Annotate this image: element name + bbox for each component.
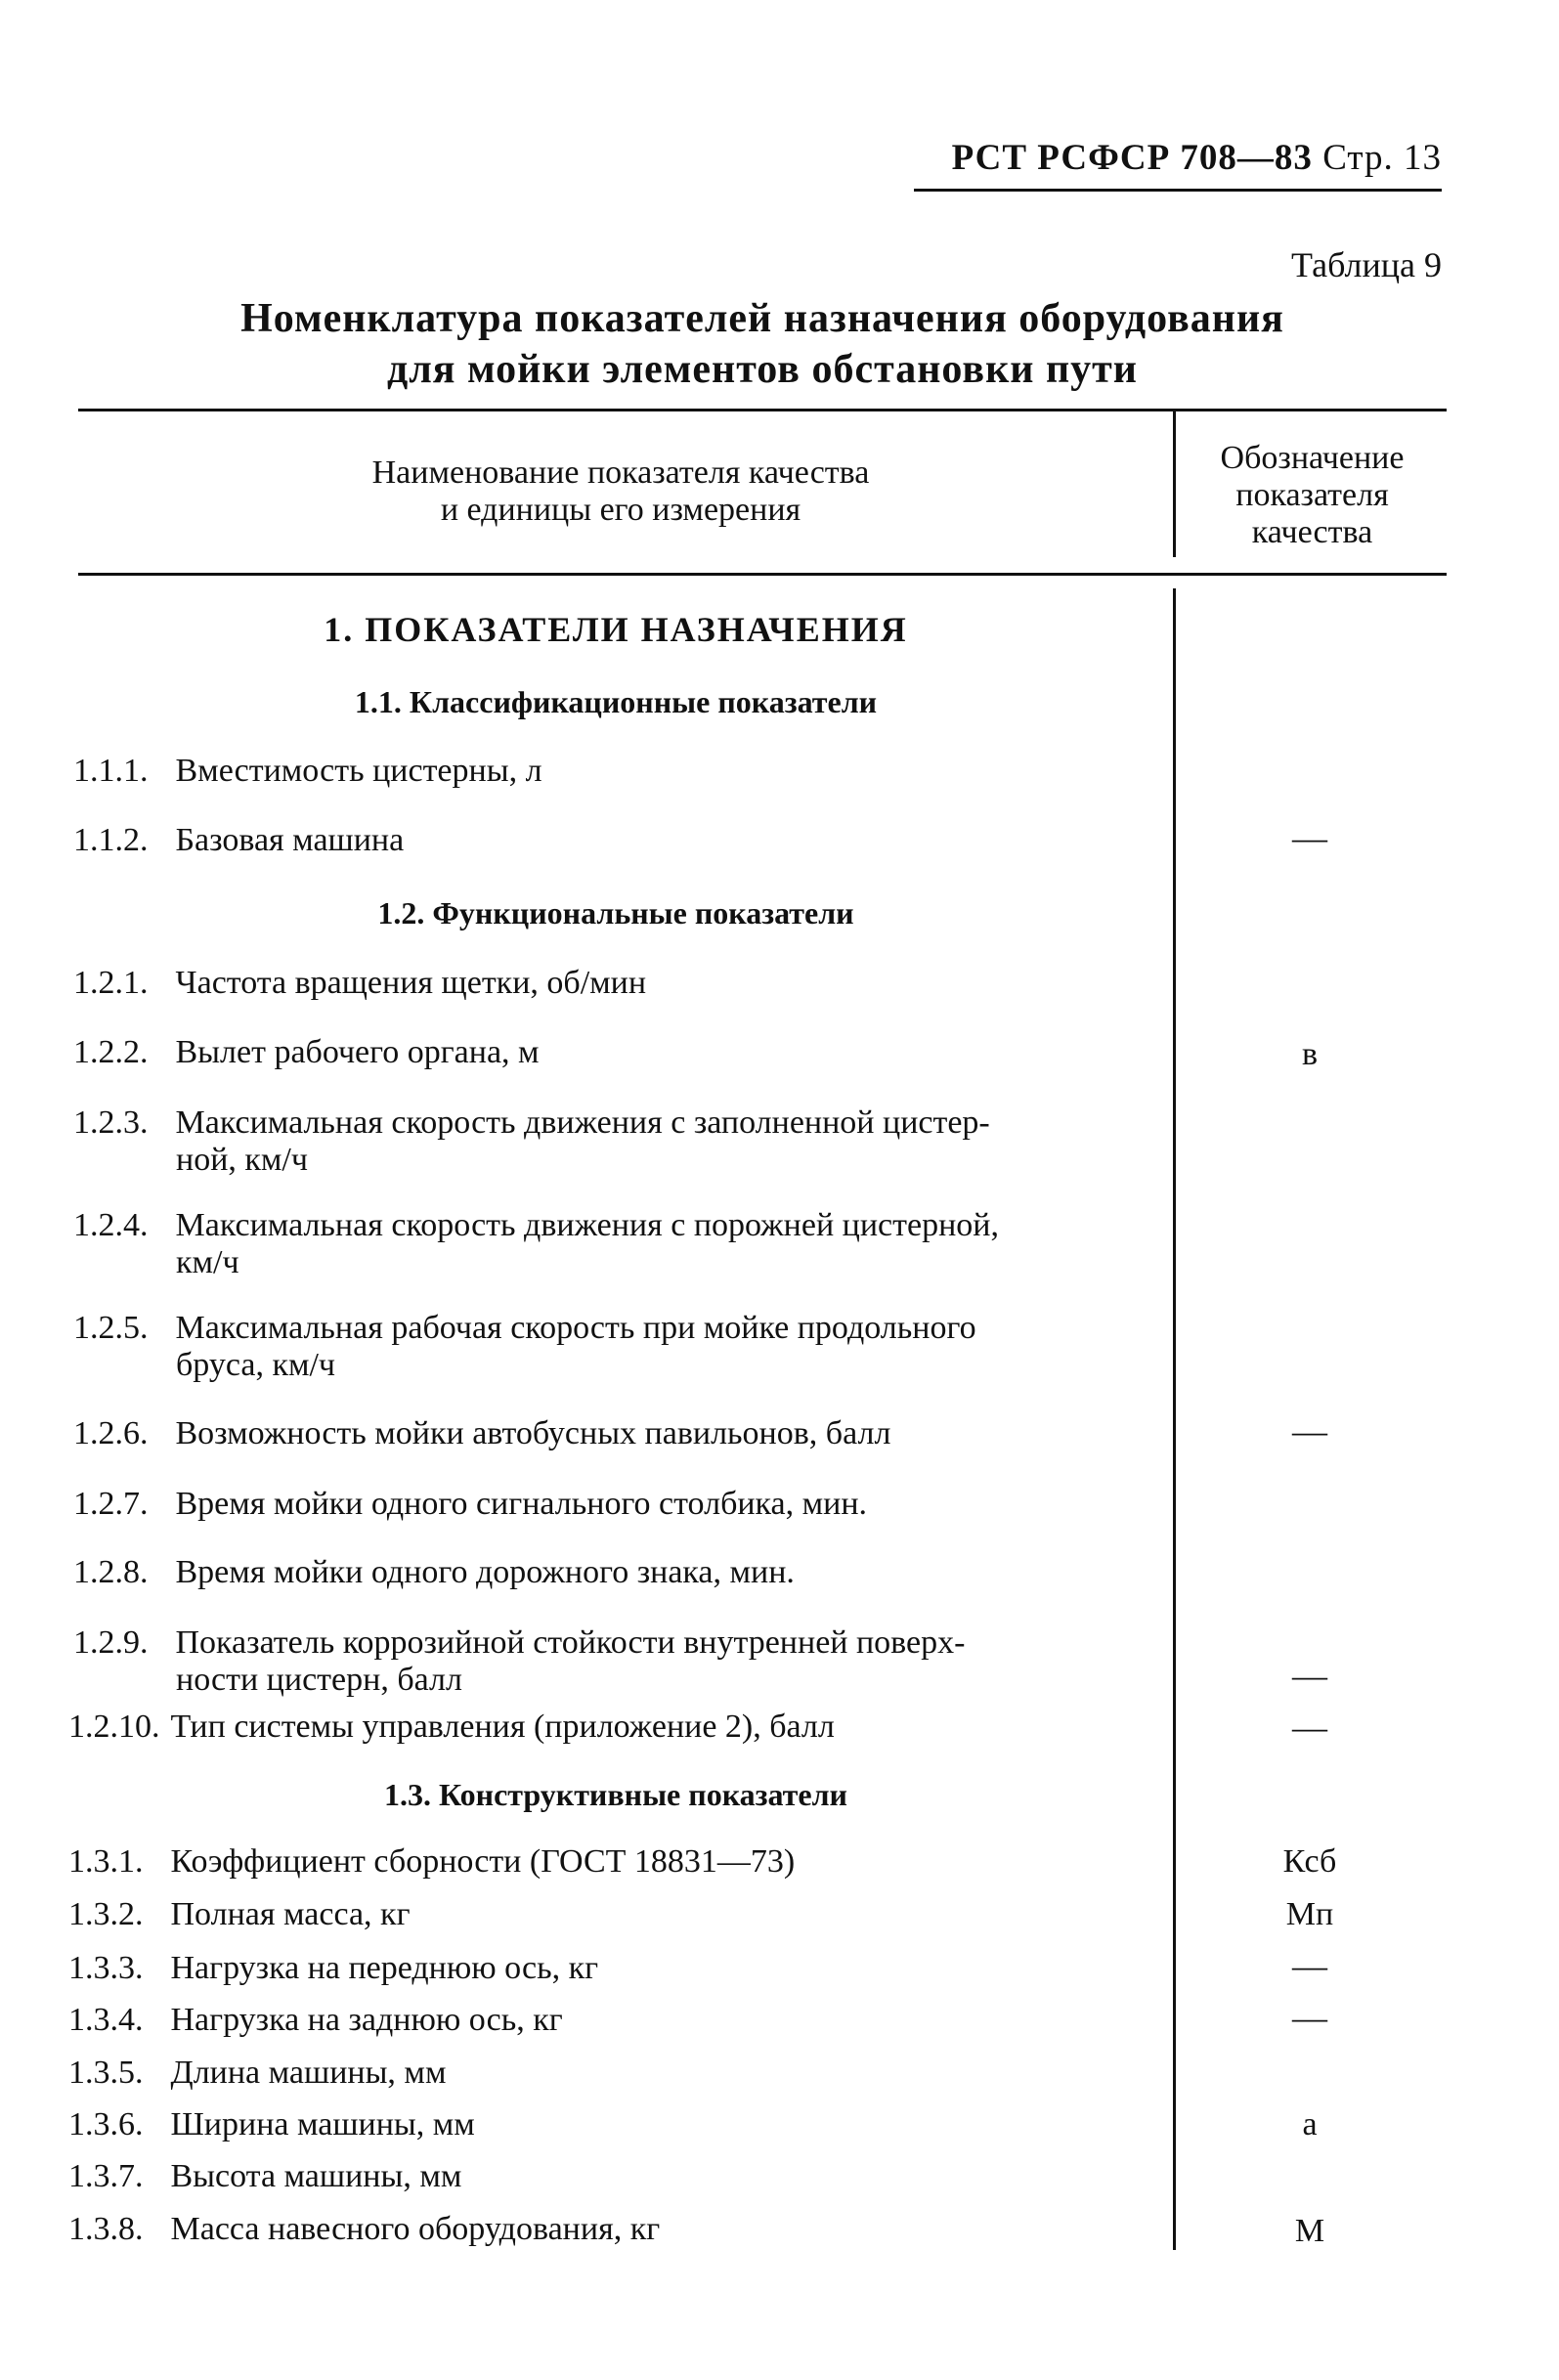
row-number: 1.3.1. [68, 1843, 144, 1880]
table-row [68, 2158, 1153, 2195]
row-text: Длина машины, мм [170, 2055, 447, 2091]
column-header-name [78, 454, 1163, 529]
row-text: Полная масса, кг [170, 1896, 411, 1932]
table-row [68, 2106, 1153, 2143]
title-line-2: для мойки элементов обстановки пути [387, 347, 1138, 392]
row-number: 1.2.6. [73, 1415, 149, 1451]
row-number: 1.1.2. [73, 822, 149, 858]
table-row [73, 1207, 1158, 1281]
table-row [73, 1310, 1158, 1384]
column-header-designation-line-3: качества [1251, 514, 1373, 550]
row-number: 1.2.2. [73, 1034, 149, 1070]
row-number: 1.2.7. [73, 1486, 149, 1522]
row-number: 1.2.4. [73, 1207, 149, 1243]
table-row [73, 753, 1158, 790]
row-number: 1.3.8. [68, 2211, 144, 2247]
table-row [68, 1709, 1153, 1746]
row-text: Максимальная скорость движения с порожней цистерной, [175, 1207, 999, 1243]
designation-cell: а [1302, 2106, 1318, 2142]
column-header-name-line-1: Наименование показателя качества [371, 454, 870, 491]
section-heading-1-3: 1.3. Конструктивные показатели [384, 1777, 847, 1812]
section-heading-1-1: 1.1. Классификационные показатели [354, 684, 878, 719]
table-top-rule [78, 409, 1447, 411]
row-text-continuation: бруса, км/ч [176, 1347, 336, 1383]
row-text: Время мойки одного сигнального столбика, мин. [175, 1486, 868, 1522]
body-column-divider [1173, 588, 1176, 2250]
table-row [73, 1415, 1158, 1452]
designation-cell: — [1292, 1656, 1327, 1695]
row-number: 1.2.3. [73, 1104, 149, 1141]
row-text: Вылет рабочего органа, м [175, 1034, 540, 1070]
row-number: 1.2.1. [73, 965, 149, 1001]
designation-cell: — [1292, 1411, 1327, 1450]
row-text: Ширина машины, мм [170, 2106, 475, 2142]
document-title [78, 293, 1447, 395]
designation-cell: в [1301, 1036, 1319, 1072]
row-text: Нагрузка на заднюю ось, кг [170, 2002, 563, 2038]
table-row [73, 1486, 1158, 1523]
table-row [68, 2055, 1153, 2092]
row-text: Показатель коррозийной стойкости внутренней поверх- [175, 1624, 966, 1661]
designation-cell: М [1294, 2213, 1325, 2249]
row-number: 1.2.9. [73, 1624, 149, 1661]
row-number: 1.1.1. [73, 753, 149, 789]
row-text: Масса навесного оборудования, кг [170, 2211, 661, 2247]
section-heading-1-2: 1.2. Функциональные показатели [377, 895, 854, 930]
header-rule [914, 189, 1442, 192]
designation-cell: — [1292, 818, 1327, 857]
section-heading-main: 1. ПОКАЗАТЕЛИ НАЗНАЧЕНИЯ [324, 610, 908, 649]
row-number: 1.3.7. [68, 2158, 144, 2194]
table-row [68, 1843, 1153, 1881]
title-line-1: Номенклатура показателей назначения оборудования [240, 296, 1284, 341]
row-text: Частота вращения щетки, об/мин [175, 965, 647, 1001]
header-column-divider [1173, 411, 1176, 557]
row-text: Максимальная скорость движения с заполненной цистер- [175, 1104, 990, 1141]
row-text-continuation: ности цистерн, балл [176, 1662, 462, 1698]
row-number: 1.2.8. [73, 1554, 149, 1590]
row-number: 1.3.2. [68, 1896, 144, 1932]
table-row [68, 2211, 1153, 2248]
table-row [68, 1896, 1153, 1933]
row-number: 1.2.10. [68, 1709, 160, 1745]
table-row [73, 1554, 1158, 1591]
row-text: Коэффициент сборности (ГОСТ 18831—73) [170, 1843, 796, 1880]
table-row [73, 965, 1158, 1002]
page-number: Стр. 13 [1322, 138, 1442, 178]
row-number: 1.3.3. [68, 1950, 144, 1986]
row-text: Возможность мойки автобусных павильонов, балл [175, 1415, 891, 1451]
designation-cell: — [1292, 1946, 1327, 1985]
designation-cell: Ксб [1282, 1843, 1337, 1880]
table-row [68, 2002, 1153, 2039]
column-header-designation-line-2: показателя [1235, 477, 1389, 513]
row-text: Высота машины, мм [170, 2158, 462, 2194]
table-header-rule [78, 573, 1447, 576]
table-row [73, 822, 1158, 859]
column-header-designation-line-1: Обозначение [1220, 440, 1405, 476]
row-text-continuation: ной, км/ч [176, 1142, 308, 1178]
row-text: Вместимость цистерны, л [175, 753, 542, 789]
row-text: Время мойки одного дорожного знака, мин. [175, 1554, 795, 1590]
designation-cell: — [1292, 1708, 1327, 1747]
row-number: 1.3.5. [68, 2055, 144, 2091]
column-header-designation [1178, 440, 1447, 551]
table-row [73, 1624, 1158, 1699]
row-text: Максимальная рабочая скорость при мойке продольного [175, 1310, 976, 1346]
standard-code: РСТ РСФСР 708—83 [951, 138, 1313, 178]
row-number: 1.2.5. [73, 1310, 149, 1346]
row-text-continuation: км/ч [176, 1244, 239, 1280]
table-row [73, 1104, 1158, 1179]
designation-cell: Мп [1285, 1896, 1334, 1932]
table-row [73, 1034, 1158, 1071]
row-text: Базовая машина [175, 822, 405, 858]
row-text: Тип системы управления (приложение 2), балл [170, 1709, 835, 1745]
row-text: Нагрузка на переднюю ось, кг [170, 1950, 599, 1986]
page-header [952, 137, 1442, 179]
table-row [68, 1950, 1153, 1987]
column-header-name-line-2: и единицы его измерения [440, 492, 801, 528]
row-number: 1.3.6. [68, 2106, 144, 2142]
designation-cell: — [1292, 1998, 1327, 2037]
row-number: 1.3.4. [68, 2002, 144, 2038]
table-number: Таблица 9 [1291, 245, 1442, 284]
